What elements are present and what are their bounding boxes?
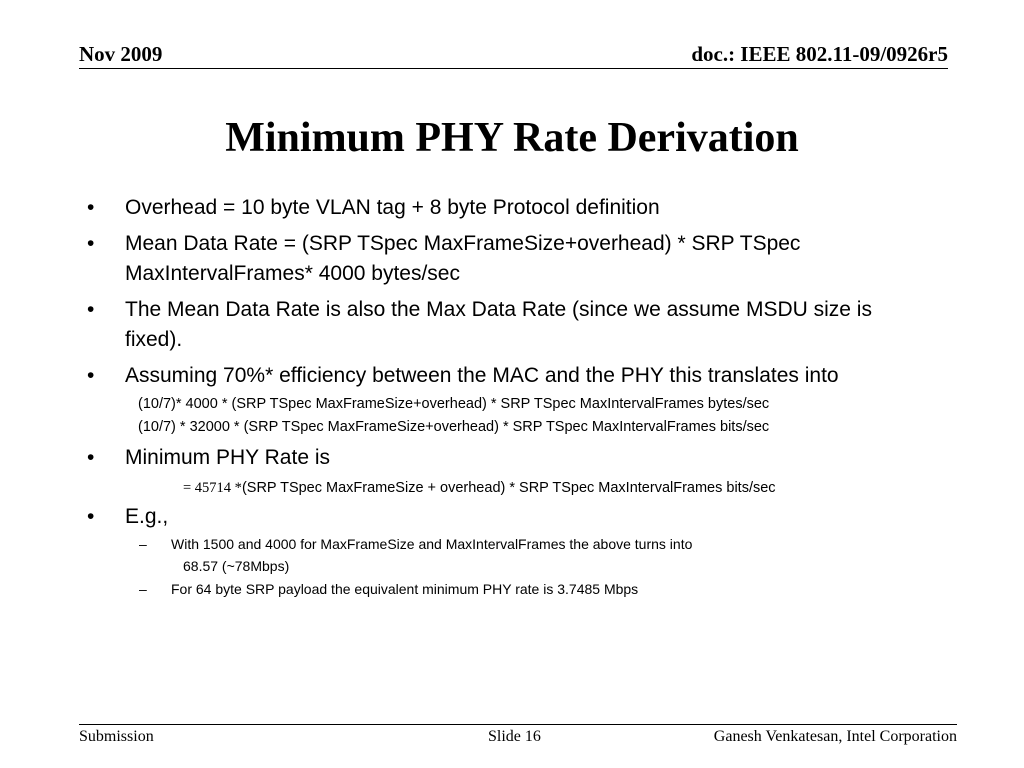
- bullet-example: [86, 502, 916, 532]
- slide-title: Minimum PHY Rate Derivation: [225, 115, 799, 161]
- bullet-marker: •: [87, 446, 95, 469]
- bullet-min-phy-rate: [86, 443, 916, 473]
- bullet-marker: •: [87, 298, 95, 321]
- bullet-marker: •: [87, 196, 95, 219]
- bullet-text: Minimum PHY Rate is: [125, 446, 330, 469]
- bullet-marker: •: [87, 364, 95, 387]
- dash-marker: –: [139, 581, 147, 597]
- example-text: For 64 byte SRP payload the equivalent minimum PHY rate is 3.7485 Mbps: [171, 581, 639, 597]
- bullet-text: The Mean Data Rate is also the Max Data Rate (since we assume MSDU size is fixed).: [125, 298, 872, 351]
- bullet-text: Assuming 70%* efficiency between the MAC and the PHY this translates into: [125, 364, 839, 387]
- formula-rest: (SRP TSpec MaxFrameSize + overhead) * SRP TSpec MaxIntervalFrames bits/sec: [241, 480, 776, 496]
- example-result: 68.57 (~78Mbps): [183, 558, 290, 574]
- bullet-text: Mean Data Rate = (SRP TSpec MaxFrameSize+overhead) * SRP TSpec MaxIntervalFrames* 4000 bytes/sec: [125, 232, 801, 285]
- bullet-text: Overhead = 10 byte VLAN tag + 8 byte Protocol definition: [125, 196, 660, 219]
- footer-divider: [79, 724, 957, 725]
- slide-body: [86, 193, 916, 602]
- header-divider: [79, 68, 948, 69]
- bullet-marker: •: [87, 232, 95, 255]
- bullet-text: E.g.,: [125, 505, 169, 528]
- header-date: Nov 2009: [79, 42, 163, 66]
- bullet-max-data-rate: [86, 295, 916, 355]
- footer-submission: Submission: [79, 728, 154, 745]
- formula-constant: = 45714 *: [183, 480, 242, 496]
- bullet-overhead: [86, 193, 916, 223]
- bullet-mean-data-rate: [86, 229, 916, 289]
- header-doc-id: doc.: IEEE 802.11-09/0926r5: [691, 42, 948, 66]
- example-text: With 1500 and 4000 for MaxFrameSize and MaxIntervalFrames the above turns into: [171, 536, 693, 552]
- formula-bytes-per-sec: (10/7)* 4000 * (SRP TSpec MaxFrameSize+overhead) * SRP TSpec MaxIntervalFrames bytes/sec: [138, 396, 770, 412]
- bullet-marker: •: [87, 505, 95, 528]
- example-item-64-byte: [86, 579, 916, 599]
- formula-bits-per-sec: (10/7) * 32000 * (SRP TSpec MaxFrameSize+overhead) * SRP TSpec MaxIntervalFrames bits/sec: [138, 419, 770, 435]
- bullet-efficiency: [86, 361, 916, 391]
- footer-slide-number: Slide 16: [488, 728, 541, 745]
- dash-marker: –: [139, 536, 147, 552]
- example-item-1500: [86, 534, 916, 554]
- footer-author: Ganesh Venkatesan, Intel Corporation: [713, 728, 957, 745]
- formula-min-phy-rate: [86, 478, 916, 498]
